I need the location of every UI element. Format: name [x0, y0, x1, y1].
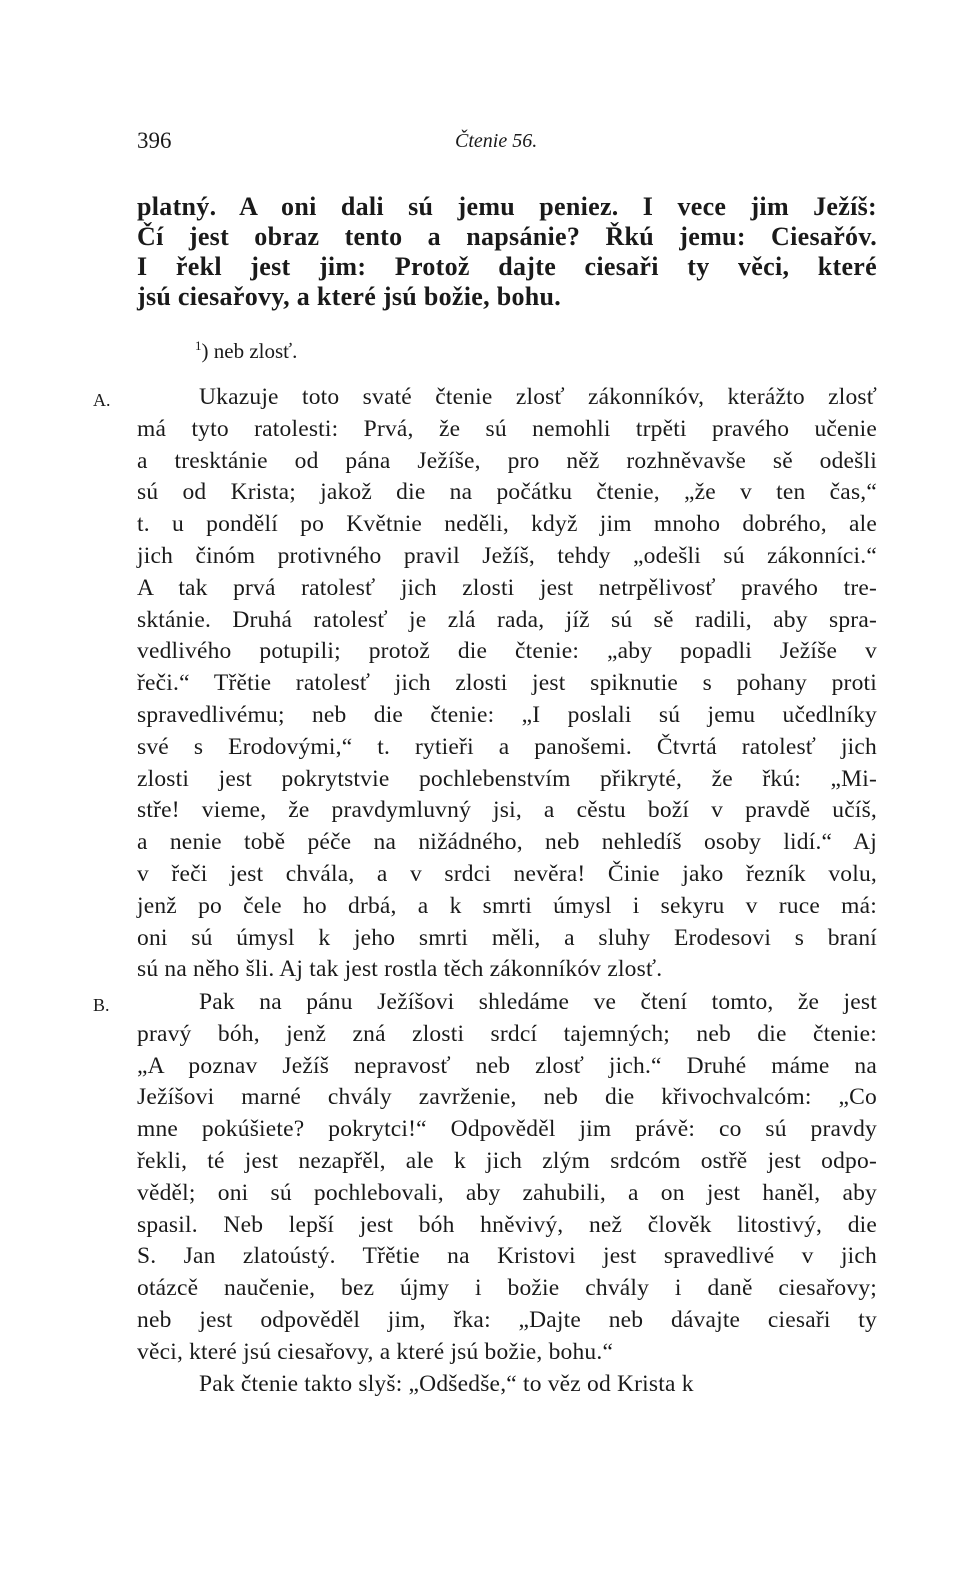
gospel-line: platný. A oni dali sú jemu peniez. I vece jim Ježíš:: [137, 192, 877, 221]
section-marker-b: B.: [93, 995, 110, 1015]
page-number: 396: [137, 128, 172, 153]
text-line: a nenie tobě péče na nižádného, neb nehledíš osoby lidí.“ Aj: [137, 829, 877, 856]
footnote-text: ) neb zlosť.: [201, 339, 298, 363]
text-line: věci, které jsú ciesařovy, a které jsú božie, bohu.“: [137, 1338, 614, 1365]
text-line: spasil. Neb lepší jest bóh hněvivý, než člověk litostivý, die: [137, 1211, 877, 1238]
text-line: mne pokúšiete? pokrytci!“ Odpověděl jim právě: co sú pravdy: [137, 1116, 877, 1143]
text-line: řeči.“ Třětie ratolesť jich zlosti jest spiknutie s pohany proti: [137, 670, 877, 697]
text-line: sú na něho šli. Aj tak jest rostla těch zákonníkóv zlosť.: [137, 956, 663, 983]
footnote-mark: 1: [195, 338, 202, 353]
page-header: [137, 128, 877, 158]
text-line: S. Jan zlatoústý. Třětie na Kristovi jest spravedlivé v jich: [137, 1243, 877, 1270]
section-marker-a: A.: [93, 390, 111, 410]
text-line: oni sú úmysl k jeho smrti měli, a sluhy Erodesovi s braní: [137, 924, 877, 951]
text-line: své s Erodovými,“ t. rytieři a panošemi. Čtvrtá ratolesť jich: [137, 733, 877, 760]
footnote: [195, 338, 297, 364]
text-line: Pak na pánu Ježíšovi shledáme ve čtení tomto, že jest: [199, 989, 877, 1015]
text-line: Ukazuje toto svaté čtenie zlosť zákonníkóv, kterážto zlosť: [199, 384, 877, 410]
text-line: vedlivého potupili; protož die čtenie: „aby popadli Ježíše v: [137, 638, 877, 665]
commentary-section-b: [137, 987, 877, 1400]
text-line: věděl; oni sú pochlebovali, aby zahubili, a on jest haněl, aby: [137, 1179, 877, 1206]
text-line: sú od Krista; jakož die na počátku čtenie, „že v ten čas,“: [137, 479, 877, 506]
text-line: jich činóm protivného pravil Ježíš, tehdy „odešli sú zákonníci.“: [137, 542, 877, 569]
text-line: neb jest odpověděl jim, řka: „Dajte neb dávajte ciesaři ty: [137, 1306, 877, 1333]
text-line: otázcě naučenie, bez újmy i božie chvály i daně ciesařovy;: [137, 1275, 877, 1302]
gospel-line: I řekl jest jim: Protož dajte ciesaři ty věci, které: [137, 252, 877, 281]
running-title: Čtenie 56.: [455, 130, 538, 152]
text-line: „A poznav Ježíš nepravosť neb zlosť jich.“ Druhé máme na: [137, 1052, 877, 1079]
gospel-line: Čí jest obraz tento a napsánie? Řkú jemu: Ciesařóv.: [137, 222, 877, 251]
text-line: stře! vieme, že pravdymluvný jsi, a cěstu boží v pravdě učíš,: [137, 797, 877, 824]
text-line: pravý bóh, jenž zná zlosti srdcí tajemných; neb die čtenie:: [137, 1020, 877, 1047]
gospel-text: [137, 192, 877, 312]
text-line: zlosti jest pokrytstvie pochlebenstvím přikryté, že řkú: „Mi-: [137, 765, 877, 792]
commentary-section-a: [137, 382, 877, 986]
text-line: Pak čtenie takto slyš: „Odšedše,“ to věz od Krista k: [199, 1370, 694, 1397]
text-line: t. u pondělí po Květnie neděli, když jim mnoho dobrého, ale: [137, 511, 877, 538]
text-line: jenž po čele ho drbá, a k smrti úmysl i sekyru v ruce má:: [137, 892, 877, 919]
text-line: spravedlivému; neb die čtenie: „I poslali sú jemu učedlníky: [137, 701, 877, 728]
text-line: A tak prvá ratolesť jich zlosti jest netrpělivosť pravého tre-: [137, 574, 877, 601]
text-line: sktánie. Druhá ratolesť je zlá rada, jíž sú sě radili, aby spra-: [137, 606, 877, 633]
text-line: v řeči jest chvála, a v srdci nevěra! Činie jako řezník volu,: [137, 860, 877, 887]
text-line: a tresktánie od pána Ježíše, pro něž rozhněvavše sě odešli: [137, 447, 877, 474]
gospel-line: jsú ciesařovy, a které jsú božie, bohu.: [137, 282, 562, 311]
text-line: řekli, té jest nezapřěl, ale k jich zlým srdcóm ostřě jest odpo-: [137, 1147, 877, 1174]
text-line: Ježíšovi marné chvály zavrženie, neb die křivochvalcóm: „Co: [137, 1084, 877, 1111]
text-line: má tyto ratolesti: Prvá, že sú nemohli trpěti pravého učenie: [137, 415, 877, 442]
